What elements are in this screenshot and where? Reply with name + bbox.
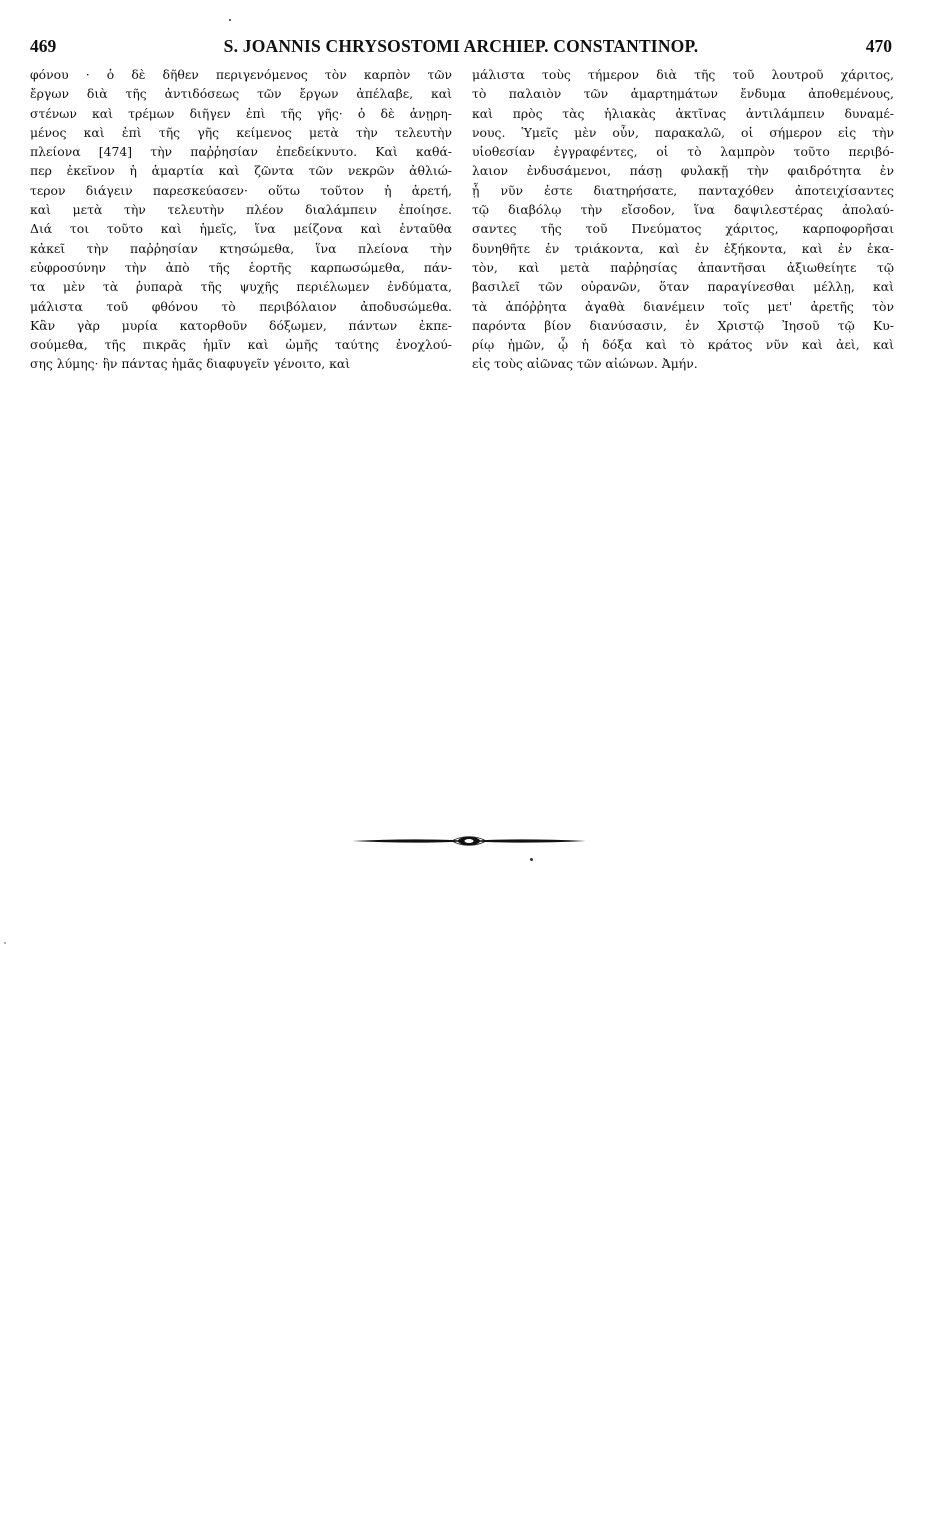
text-line: στένων καὶ τρέμων διῆγεν ἐπὶ τῆς γῆς· ὁ δὲ ἀνῃρη- — [30, 105, 452, 121]
text-line: ᾗ νῦν ἐστε διατηρήσατε, πανταχόθεν ἀποτειχίσαντες — [472, 182, 894, 198]
print-speck — [530, 858, 533, 861]
text-line: μάλιστα τοῦ φθόνου τὸ περιβόλαιον ἀποδυσώμεθα. — [30, 298, 452, 314]
text-line: περ ἐκεῖνον ἡ ἁμαρτία καὶ ζῶντα τῶν νεκρῶν ἀθλιώ- — [30, 163, 452, 179]
text-line: Διά τοι τοῦτο καὶ ἡμεῖς, ἵνα μείζονα καὶ ἐνταῦθα — [30, 221, 452, 237]
text-line: φόνου · ὁ δὲ δῆθεν περιγενόμενος τὸν καρπὸν τῶν — [30, 67, 452, 82]
text-line: τερον διάγειν παρεσκεύασεν· οὕτω τοῦτον ἡ ἀρετή, — [30, 182, 452, 198]
text-line: τὸν, καὶ μετὰ παῤῥησίας ἀπαντῆσαι ἀξιωθείητε τῷ — [472, 259, 894, 275]
text-line: πλείονα [474] τὴν παῤῥησίαν ἐπεδείκνυτο. Καὶ καθά- — [30, 144, 452, 160]
text-line: μάλιστα τοὺς τήμερον διὰ τῆς τοῦ λουτροῦ χάριτος, — [472, 67, 894, 82]
text-line: τὰ ἀπόῤῥητα ἀγαθὰ διανέμειν τοῖς μετ' ἀρετῆς τὸν — [472, 298, 894, 314]
text-line: τῷ διαβόλῳ τὴν εἴσοδον, ἵνα δαψιλεστέρας ἀπολαύ- — [472, 202, 894, 218]
text-line: τα μὲν τὰ ῥυπαρὰ τῆς ψυχῆς περιέλωμεν ἐνδύματα, — [30, 279, 452, 295]
text-line: τὸ παλαιὸν τῶν ἁμαρτημάτων ἔνδυμα ἀποθεμένους, — [472, 86, 894, 102]
text-line: δυνηθῆτε ἐν τριάκοντα, καὶ ἐν ἑξήκοντα, καὶ ἐν ἑκα- — [472, 240, 894, 256]
print-speck — [229, 19, 231, 21]
text-line: καὶ μετὰ τὴν τελευτὴν πλέον διαλάμπειν ἐποίησε. — [30, 202, 452, 218]
text-line: σης λύμης· ἣν πάντας ἡμᾶς διαφυγεῖν γένοιτο, καὶ — [30, 356, 351, 372]
text-line: κἀκεῖ τὴν παῤῥησίαν κτησώμεθα, ἵνα πλείονα τὴν — [30, 240, 452, 256]
text-line: λαιον ἐνδυσάμενοι, πάσῃ φυλακῇ τὴν φαιδρότητα ἐν — [472, 163, 894, 179]
text-line: υἱοθεσίαν ἐγγραφέντες, οἱ τὸ λαμπρὸν τοῦτο περιβό- — [472, 144, 894, 160]
text-line: εὐφροσύνην τὴν ἀπὸ τῆς ἑορτῆς καρπωσώμεθα, πάν- — [30, 259, 452, 275]
text-line: μένος καὶ ἐπὶ τῆς γῆς κείμενος μετὰ τὴν τελευτὴν — [30, 124, 452, 140]
text-line: εἰς τοὺς αἰῶνας τῶν αἰώνων. Ἀμήν. — [472, 356, 698, 372]
left-column — [30, 65, 452, 374]
text-line: ρίῳ ἡμῶν, ᾧ ἡ δόξα καὶ τὸ κράτος νῦν καὶ ἀεὶ, καὶ — [472, 337, 894, 353]
right-column — [472, 65, 894, 374]
text-line: καὶ πρὸς τὰς ἡλιακὰς ἀκτῖνας ἀντιλάμπειν δυναμέ- — [472, 105, 894, 121]
text-line: σαντες τῆς τοῦ Πνεύματος χάριτος, καρποφορῆσαι — [472, 221, 894, 237]
print-speck — [4, 942, 6, 944]
right-page-number: 470 — [865, 36, 892, 56]
text-line: νους. Ὑμεῖς μὲν οὖν, παρακαλῶ, οἱ σήμερον εἰς τὴν — [472, 124, 894, 140]
end-ornament — [352, 834, 586, 848]
text-line: Κἂν γὰρ μυρία κατορθοῦν δόξωμεν, πάντων ἐκπε- — [30, 317, 452, 333]
text-line: βασιλεῖ τῶν οὐρανῶν, ὅταν παραγίνεσθαι μέλλῃ, καὶ — [472, 279, 894, 295]
left-page-number: 469 — [30, 36, 57, 56]
running-header — [30, 36, 892, 60]
text-line: σούμεθα, τῆς πικρᾶς ἡμῖν καὶ ὠμῆς ταύτης ἐνοχλού- — [30, 337, 452, 353]
running-title: S. JOANNIS CHRYSOSTOMI ARCHIEP. CONSTANTINOP. — [223, 36, 699, 56]
text-line: παρόντα βίον διανύσασιν, ἐν Χριστῷ Ἰησοῦ τῷ Κυ- — [472, 317, 894, 333]
text-line: ἔργων διὰ τῆς ἀντιδόσεως τῶν ἔργων ἀπέλαβε, καὶ — [30, 86, 452, 102]
